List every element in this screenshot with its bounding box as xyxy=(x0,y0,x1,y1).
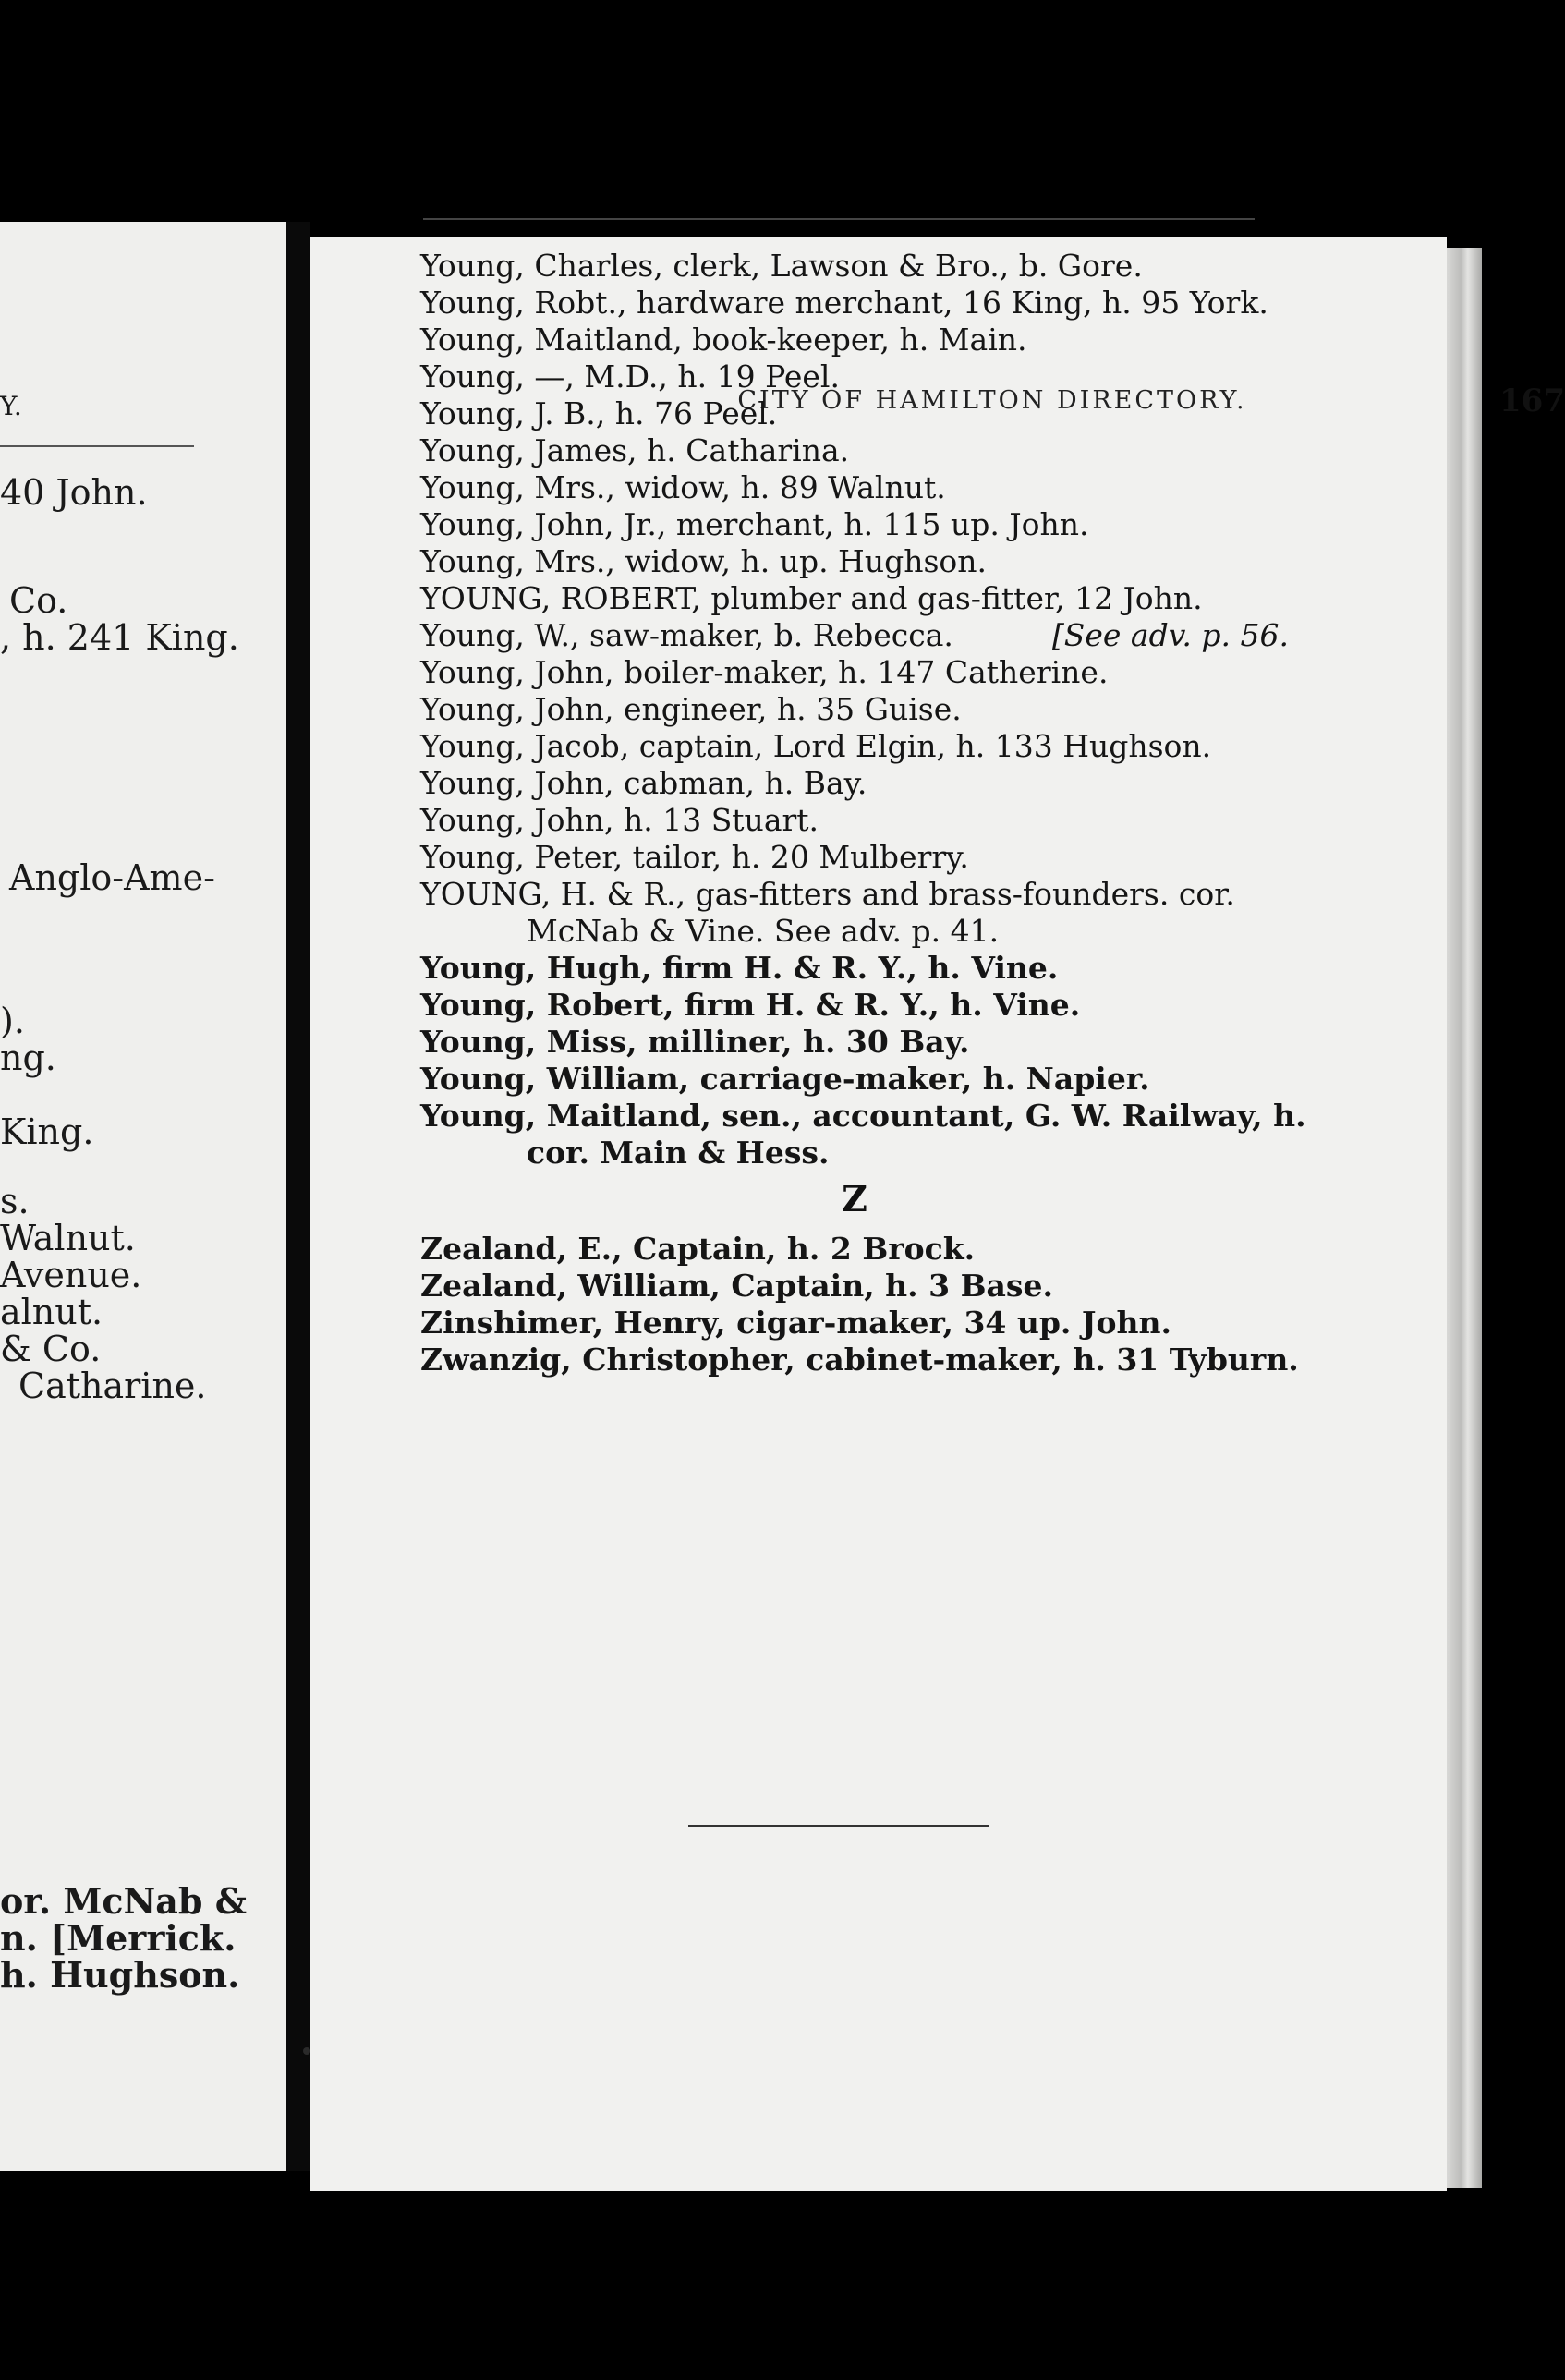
directory-entry: Young, James, h. Catharina. xyxy=(420,432,850,468)
running-title: CITY OF HAMILTON DIRECTORY. xyxy=(737,386,1247,415)
directory-entries xyxy=(420,248,1306,1378)
directory-entry: Young, Mrs., widow, h. up. Hughson. xyxy=(420,543,988,579)
left-page-line: King. xyxy=(0,1111,94,1152)
directory-entry: Zealand, William, Captain, h. 3 Base. xyxy=(420,1268,1053,1304)
left-page-line: Y. xyxy=(0,391,22,421)
section-letter: Z xyxy=(842,1178,867,1220)
directory-entry-continuation: cor. Main & Hess. xyxy=(527,1135,830,1171)
directory-entry: Young, J. B., h. 76 Peel. xyxy=(420,395,778,431)
directory-entry: YOUNG, H. & R., gas-fitters and brass-founders. cor. xyxy=(420,876,1235,912)
left-page-line: s. xyxy=(0,1181,30,1221)
header-rule xyxy=(423,218,1255,220)
directory-entry: Young, Mrs., widow, h. 89 Walnut. xyxy=(420,469,946,505)
directory-entry: Young, Hugh, firm H. & R. Y., h. Vine. xyxy=(420,950,1059,986)
directory-entry: Zinshimer, Henry, cigar-maker, 34 up. John. xyxy=(420,1305,1171,1341)
book-gutter xyxy=(286,222,310,2171)
left-page-line: Anglo-Ame- xyxy=(9,857,215,898)
ink-speck xyxy=(303,2047,310,2055)
directory-entry: Young, Robt., hardware merchant, 16 King, h. 95 York. xyxy=(420,285,1268,321)
left-page-rule xyxy=(0,445,194,447)
page-edge xyxy=(1447,248,1482,2188)
directory-entry: Zealand, E., Captain, h. 2 Brock. xyxy=(420,1231,976,1267)
directory-entry-with-advert xyxy=(420,617,1289,654)
directory-entry: Young, —, M.D., h. 19 Peel. xyxy=(420,358,840,395)
directory-entry: Young, Maitland, sen., accountant, G. W. Railway, h. xyxy=(420,1098,1306,1134)
end-of-page-rule xyxy=(688,1825,989,1827)
left-page-line: , h. 241 King. xyxy=(0,617,239,658)
left-page-fragment xyxy=(0,222,286,2171)
left-page-line: Avenue. xyxy=(0,1255,142,1295)
directory-entry: Young, John, engineer, h. 35 Guise. xyxy=(420,691,962,727)
left-page-line: n. [Merrick. xyxy=(0,1917,237,1959)
left-page-line: Catharine. xyxy=(18,1366,207,1406)
left-page-line: Co. xyxy=(9,580,68,621)
directory-entry: Young, Maitland, book-keeper, h. Main. xyxy=(420,322,1027,358)
left-page-line: alnut. xyxy=(0,1292,103,1332)
directory-entry: Young, William, carriage-maker, h. Napier. xyxy=(420,1061,1150,1097)
directory-entry: Young, John, Jr., merchant, h. 115 up. John. xyxy=(420,506,1089,542)
left-page-line: & Co. xyxy=(0,1329,102,1369)
directory-entry: Young, Robert, firm H. & R. Y., h. Vine. xyxy=(420,987,1081,1023)
directory-entry: Young, John, cabman, h. Bay. xyxy=(420,765,867,801)
directory-entry: YOUNG, ROBERT, plumber and gas-fitter, 12 John. xyxy=(420,580,1203,616)
directory-entry-continuation: McNab & Vine. See adv. p. 41. xyxy=(527,913,1000,949)
directory-entry: Young, John, h. 13 Stuart. xyxy=(420,802,819,838)
advert-reference: [See adv. p. 56. xyxy=(1051,617,1289,653)
left-page-line: or. McNab & xyxy=(0,1880,248,1922)
entry-text: Young, W., saw-maker, b. Rebecca. xyxy=(420,617,953,653)
left-page-line: ng. xyxy=(0,1038,56,1078)
directory-entry: Young, John, boiler-maker, h. 147 Catherine. xyxy=(420,654,1109,690)
page-number: 167 xyxy=(1499,382,1565,419)
directory-entry: Young, Charles, clerk, Lawson & Bro., b. Gore. xyxy=(420,248,1143,284)
left-page-line: h. Hughson. xyxy=(0,1954,240,1996)
left-page-line: 40 John. xyxy=(0,472,148,513)
left-page-line: Walnut. xyxy=(0,1218,136,1258)
directory-entry: Young, Peter, tailor, h. 20 Mulberry. xyxy=(420,839,969,875)
directory-entry: Young, Miss, milliner, h. 30 Bay. xyxy=(420,1024,970,1060)
directory-entry: Zwanzig, Christopher, cabinet-maker, h. 31 Tyburn. xyxy=(420,1342,1299,1378)
left-page-line: ). xyxy=(0,1001,25,1041)
directory-entry: Young, Jacob, captain, Lord Elgin, h. 133 Hughson. xyxy=(420,728,1212,764)
